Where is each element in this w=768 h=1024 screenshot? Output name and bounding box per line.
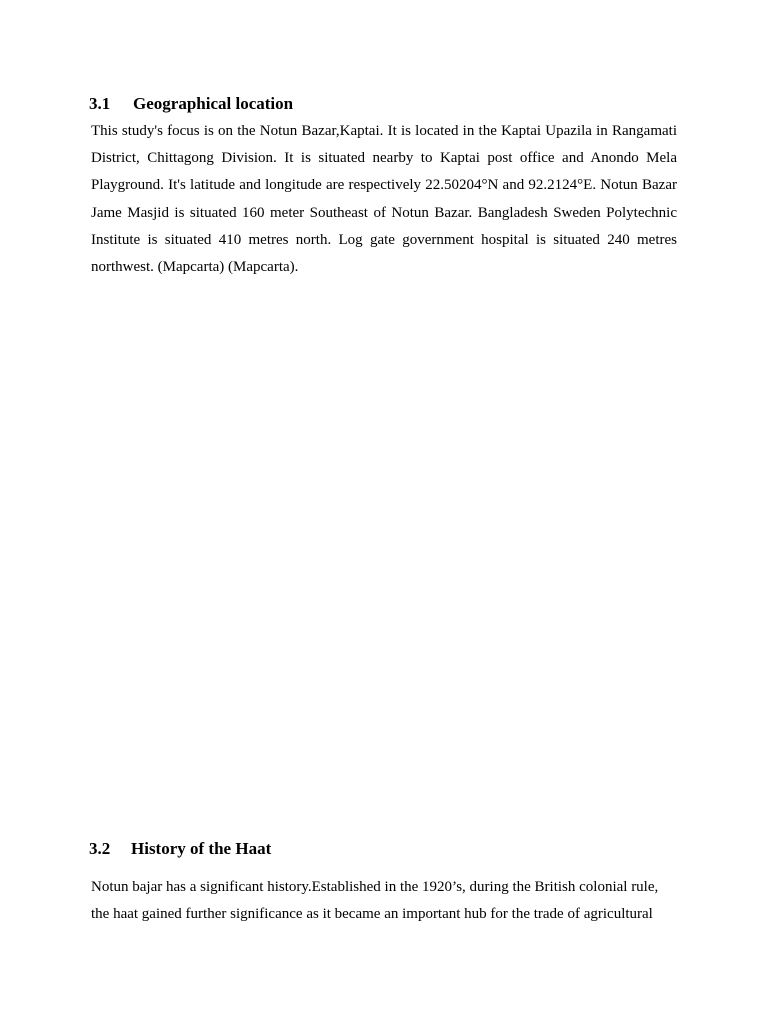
section-heading-history-of-haat	[89, 838, 271, 860]
body-line: the haat gained further significance as it became an important hub for the trade of agricultural	[91, 906, 653, 923]
section-number: 3.1	[89, 94, 111, 113]
section-heading-geographical-location	[89, 93, 293, 115]
section-body-history-of-haat	[91, 874, 677, 928]
section-title: History of the Haat	[131, 839, 272, 858]
body-line: Notun bajar has a significant history.Established in the 1920’s, during the British colonial rule,	[91, 879, 659, 895]
section-body-geographical-location: This study's focus is on the Notun Bazar,Kaptai. It is located in the Kaptai Upazila in Rangamati District, Chittagong Division. It is situated nearby to Kaptai post office and Anondo Mela Playground. It's latitude and longitude are respectively 22.50204°N and 92.2124°E. Notun Bazar Jame Masjid is situated 160 meter Southeast of Notun Bazar. Bangladesh Sweden Polytechnic Institute is situated 410 metres north. Log gate government hospital is situated 240 metres northwest. (Mapcarta) (Mapcarta).	[91, 123, 677, 276]
section-number: 3.2	[89, 839, 111, 858]
section-title: Geographical location	[133, 94, 294, 113]
